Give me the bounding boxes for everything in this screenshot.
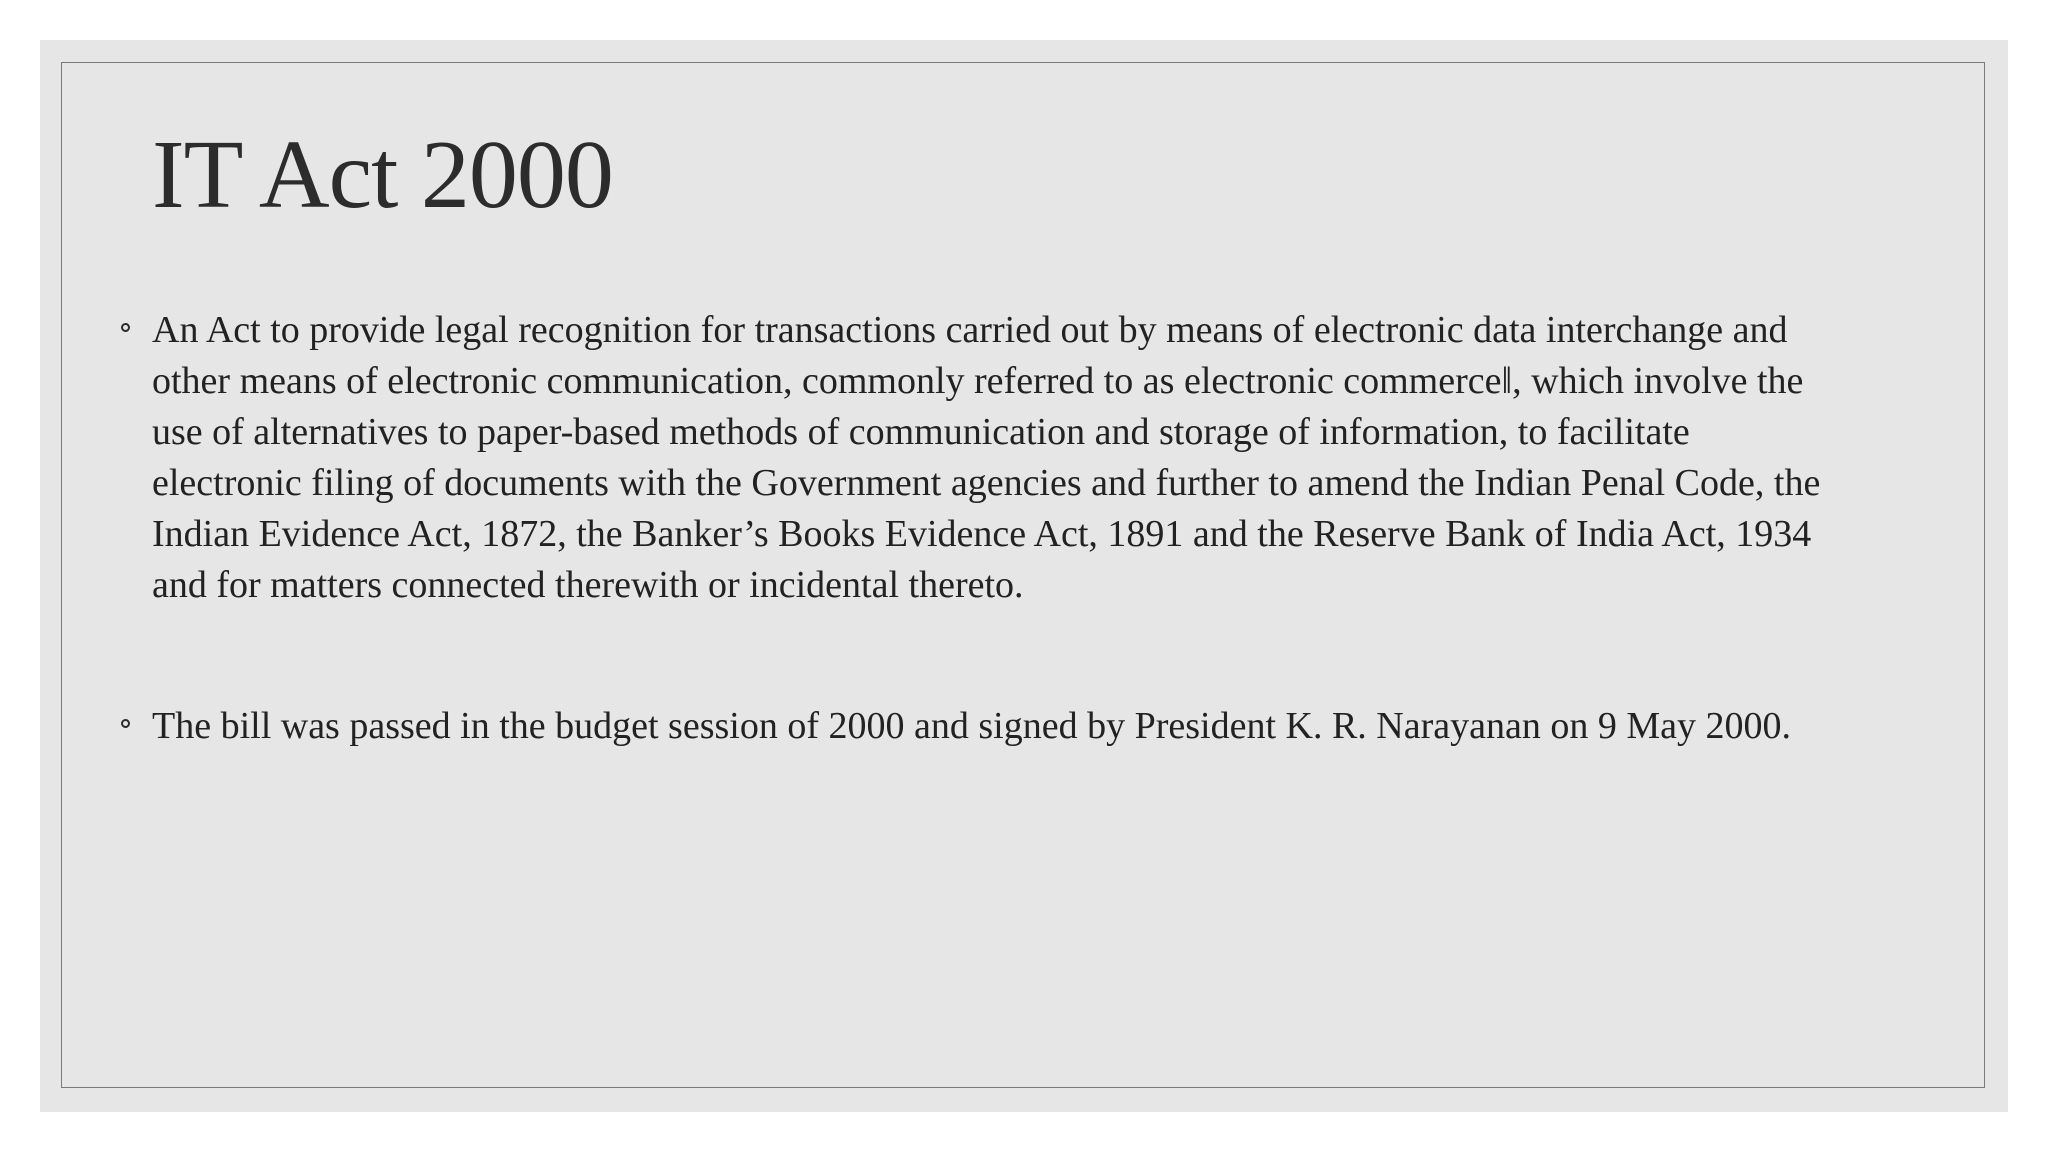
bullet-text: An Act to provide legal recognition for transactions carried out by means of electronic data interchange and other means of electronic communication, commonly referred to as electronic commerce‖, which involve the use of alternatives to paper-based methods of communication and storage of information, to facilitate electronic filing of documents with the Government agencies and further to amend the Indian Penal Code, the Indian Evidence Act, 1872, the Banker’s Books Evidence Act, 1891 and the Reserve Bank of India Act, 1934 and for matters connected therewith or incidental thereto. [152, 309, 1821, 606]
bullet-item-act-description [152, 305, 1832, 611]
hollow-circle-bullet-icon [121, 323, 130, 332]
bullet-text: The bill was passed in the budget session of 2000 and signed by President K. R. Narayanan on 9 May 2000. [152, 705, 1792, 747]
bullet-item-bill-passed [152, 701, 1832, 752]
hollow-circle-bullet-icon [121, 719, 130, 728]
slide-title: IT Act 2000 [152, 121, 613, 229]
bullet-list [152, 305, 1832, 842]
